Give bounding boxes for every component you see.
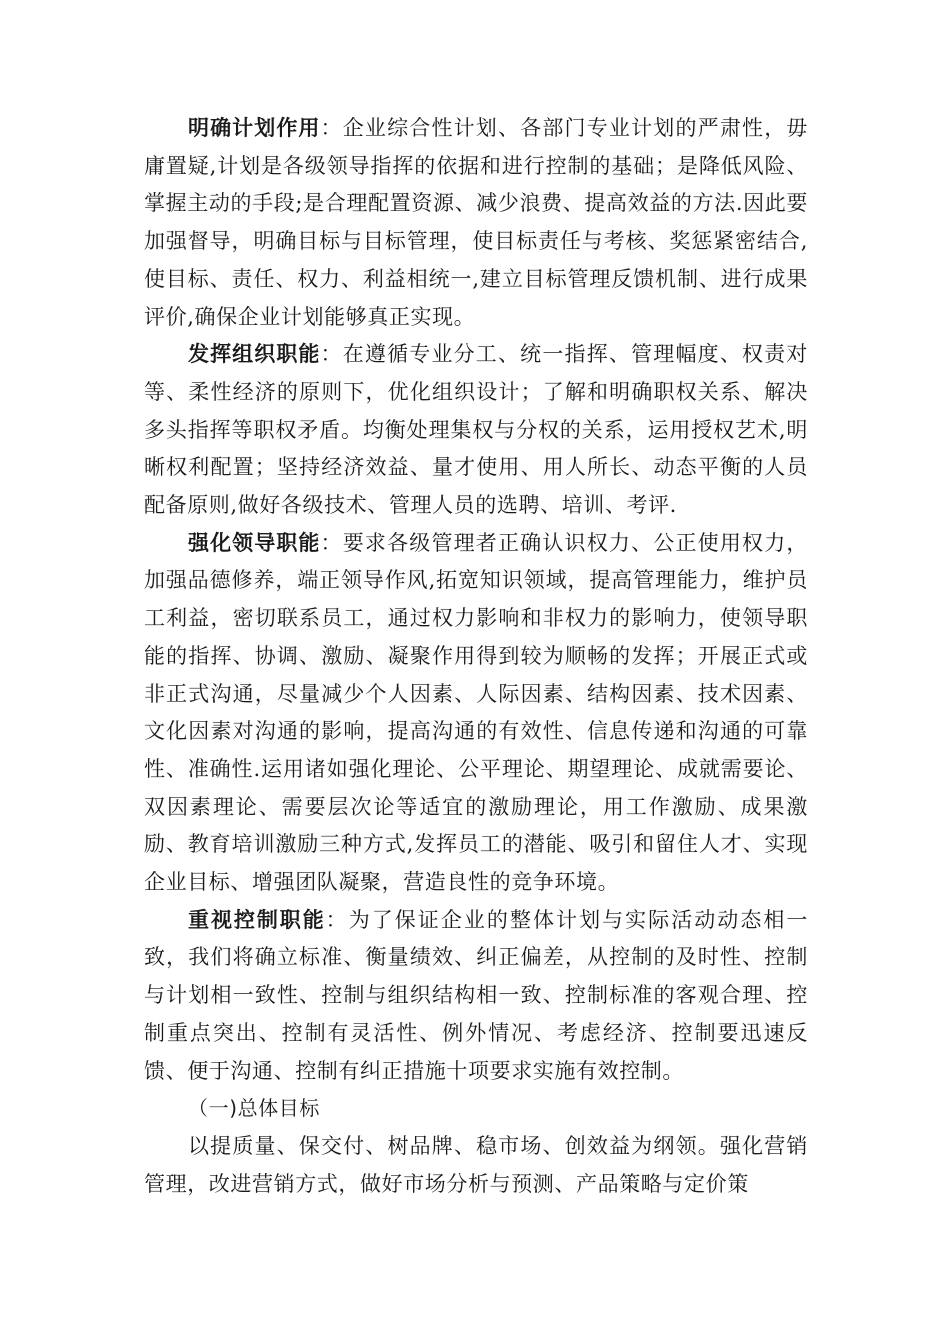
- paragraph-control-function: [144, 902, 808, 1091]
- section-heading: （一)总体目标: [188, 1096, 321, 1121]
- paragraph-lead: 明确计划作用: [188, 116, 321, 140]
- document-body: [144, 110, 808, 1203]
- paragraph-text: 要求各级管理者正确认识权力、公正使用权力，加强品德修养，端正领导作风,拓宽知识领域，提高管理能力，维护员工利益，密切联系员工，通过权力影响和非权力的影响力，使领导职能的指挥、协调、激励、凝聚作用得到较为顺畅的发挥；开展正式或非正式沟通，尽量减少个人因素、人际因素、结构因素、技术因素、文化因素对沟通的影响，提高沟通的有效性、信息传递和沟通的可靠性、准确性.运用诸如强化理论、公平理论、期望理论、成就需要论、双因素理论、需要层次论等适宜的激励理论，用工作激励、成果激励、教育培训激励三种方式,发挥员工的潜能、吸引和留住人才、实现企业目标、增强团队凝聚，营造良性的竞争环境。: [144, 530, 808, 895]
- paragraph-organize-function: [144, 336, 808, 525]
- paragraph-lead: 重视控制职能: [188, 907, 326, 932]
- lead-separator: ：: [320, 116, 343, 140]
- paragraph-overall-goal: 以提质量、保交付、树品牌、稳市场、创效益为纲领。强化营销管理，改进营销方式，做好市场分析与预测、产品策略与定价策: [144, 1133, 808, 1196]
- lead-separator: ：: [320, 530, 343, 555]
- paragraph-leadership-function: [144, 525, 808, 902]
- lead-separator: ：: [320, 342, 343, 367]
- paragraph-text: 为了保证企业的整体计划与实际活动动态相一致，我们将确立标准、衡量绩效、纠正偏差，从控制的及时性、控制与计划相一致性、控制与组织结构相一致、控制标准的客观合理、控制重点突出、控制有灵活性、例外情况、考虑经济、控制要迅速反馈、便于沟通、控制有纠正措施十项要求实施有效控制。: [144, 907, 809, 1083]
- paragraph-lead: 强化领导职能: [188, 530, 321, 555]
- lead-separator: ：: [325, 907, 349, 932]
- paragraph-text: 企业综合性计划、各部门专业计划的严肃性，毋庸置疑,计划是各级领导指挥的依据和进行控制的基础；是降低风险、掌握主动的手段;是合理配置资源、减少浪费、提高效益的方法.因此要加强督导，明确目标与目标管理，使目标责任与考核、奖惩紧密结合,使目标、责任、权力、利益相统一,建立目标管理反馈机制、进行成果评价,确保企业计划能够真正实现。: [144, 116, 808, 329]
- paragraph-text: 在遵循专业分工、统一指挥、管理幅度、权责对等、柔性经济的原则下，优化组织设计；了解和明确职权关系、解决多头指挥等职权矛盾。均衡处理集权与分权的关系，运用授权艺术,明晰权利配置；坚持经济效益、量才使用、用人所长、动态平衡的人员配备原则,做好各级技术、管理人员的选聘、培训、考评.: [144, 342, 808, 518]
- paragraph-plan-role: [144, 110, 808, 336]
- paragraph-lead: 发挥组织职能: [188, 342, 321, 367]
